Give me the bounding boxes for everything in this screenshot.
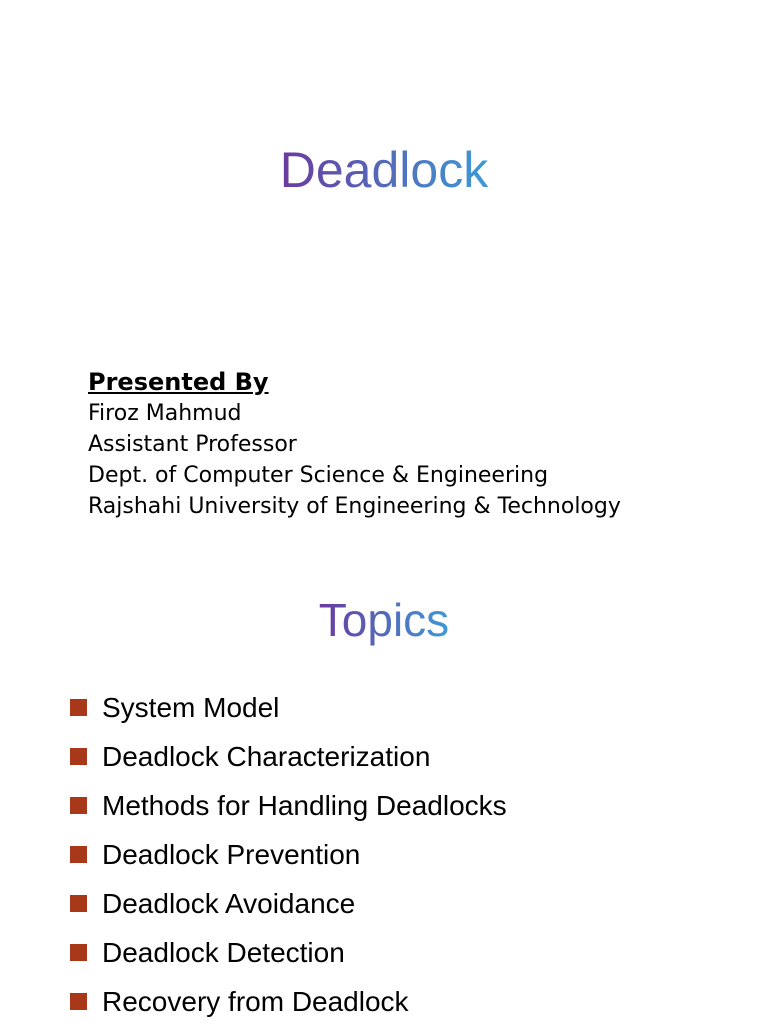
topic-label: Recovery from Deadlock	[102, 986, 409, 1017]
slide-title-topics	[0, 592, 768, 648]
list-item	[70, 977, 507, 1026]
list-item	[70, 879, 507, 928]
list-item	[70, 732, 507, 781]
topic-label: Deadlock Prevention	[102, 839, 361, 870]
topic-label: Deadlock Detection	[102, 937, 345, 968]
slide-title-deadlock	[0, 141, 768, 199]
square-bullet-icon	[70, 846, 87, 863]
topic-label: Deadlock Characterization	[102, 741, 431, 772]
list-item	[70, 830, 507, 879]
square-bullet-icon	[70, 748, 87, 765]
square-bullet-icon	[70, 699, 87, 716]
list-item	[70, 928, 507, 977]
square-bullet-icon	[70, 797, 87, 814]
topics-list	[70, 683, 507, 1026]
list-item	[70, 781, 507, 830]
square-bullet-icon	[70, 895, 87, 912]
presenter-position: Assistant Professor	[88, 432, 297, 457]
presenter-department: Dept. of Computer Science & Engineering	[88, 463, 549, 488]
presented-by-heading: Presented By	[88, 368, 269, 396]
presenter-name: Firoz Mahmud	[88, 401, 242, 426]
topic-label: Deadlock Avoidance	[102, 888, 356, 919]
presenter-block	[88, 366, 621, 522]
square-bullet-icon	[70, 944, 87, 961]
topic-label: Methods for Handling Deadlocks	[102, 790, 507, 821]
topic-label: System Model	[102, 692, 280, 723]
topics-title-text: Topics	[318, 594, 450, 646]
square-bullet-icon	[70, 993, 87, 1010]
list-item	[70, 683, 507, 732]
slide-title-text: Deadlock	[279, 142, 489, 198]
presenter-university: Rajshahi University of Engineering & Technology	[88, 494, 621, 519]
